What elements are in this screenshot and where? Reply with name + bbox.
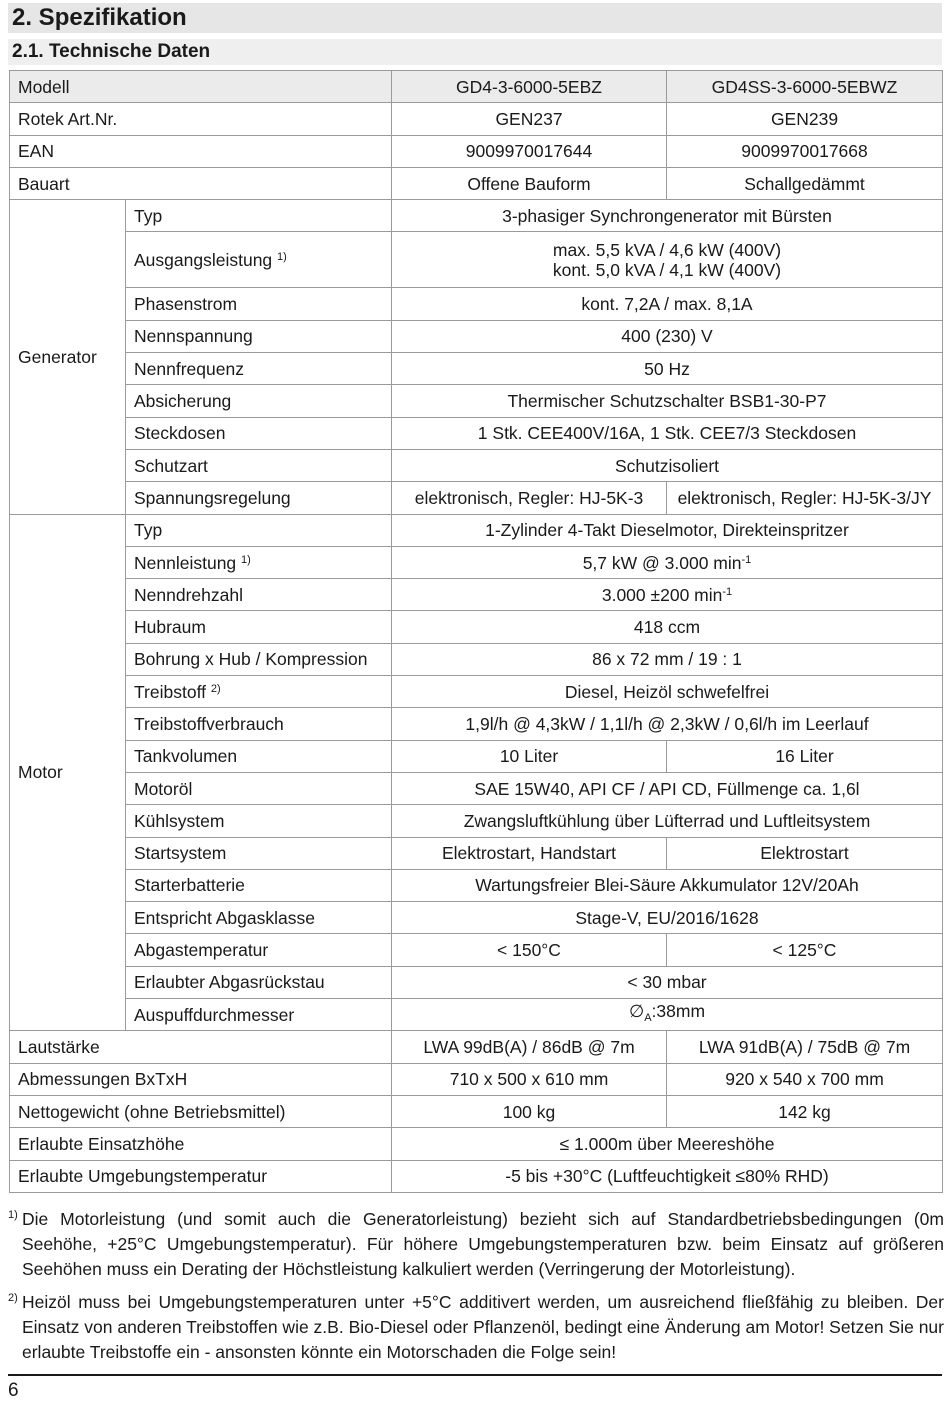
footnotes [8,1207,944,1373]
group-label-generator: Generator [10,200,126,514]
cell-value: LWA 91dB(A) / 75dB @ 7m [667,1031,943,1063]
row-label [126,232,392,288]
table-row [10,288,943,320]
cell-value: Elektrostart [667,837,943,869]
section-heading: 2. Spezifikation [8,3,942,33]
row-label: Rotek Art.Nr. [10,103,392,135]
cell-value: Zwangsluftkühlung über Lüfterrad und Luftleitsystem [392,805,943,837]
value-line: max. 5,5 kVA / 4,6 kW (400V) [552,239,782,260]
label-text: Nennleistung [134,552,237,573]
row-label: Erlaubter Abgasrückstau [126,966,392,998]
row-label: Starterbatterie [126,869,392,901]
footnote-ref: 1) [277,250,287,263]
table-row [10,103,943,135]
cell-value: < 30 mbar [392,966,943,998]
cell-value: GEN239 [667,103,943,135]
value-text: :38mm [651,1001,706,1022]
cell-value: 9009970017644 [392,135,667,167]
unit-exponent: -1 [741,553,752,566]
table-row [10,869,943,901]
footnote-mark: 1) [8,1209,18,1221]
cell-value: elektronisch, Regler: HJ-5K-3 [392,482,667,514]
page-number: 6 [8,1380,19,1401]
table-row [10,643,943,675]
cell-value: 10 Liter [392,740,667,772]
footnote-text: Die Motorleistung (und somit auch die Generatorleistung) bezieht sich auf Standardbetriebsbedingungen (0m Seehöhe, +25°C Umgebungstemperatur). Für höhere Umgebungstemperaturen bzw. beim Einsatz auf größeren Seehöhen muss ein Derating der Höchstleistung kalkuliert werden (Verringerung der Motorleistung). [22,1209,944,1279]
row-label: Nettogewicht (ohne Betriebsmittel) [10,1095,392,1127]
table-row [10,902,943,934]
table-row [10,482,943,514]
cell-value: Wartungsfreier Blei-Säure Akkumulator 12V/20Ah [392,869,943,901]
table-row [10,232,943,288]
footnote [8,1290,944,1365]
table-row [10,1063,943,1095]
cell-value: 710 x 500 x 610 mm [392,1063,667,1095]
table-row [10,200,943,232]
cell-value: GEN237 [392,103,667,135]
table-row [10,966,943,998]
cell-value [392,999,943,1031]
row-label: Entspricht Abgasklasse [126,902,392,934]
row-label: Schutzart [126,449,392,481]
table-row [10,320,943,352]
cell-value: 1,9l/h @ 4,3kW / 1,1l/h @ 2,3kW / 0,6l/h im Leerlauf [392,708,943,740]
row-label: Bauart [10,167,392,199]
cell-value: 920 x 540 x 700 mm [667,1063,943,1095]
row-label: Auspuffdurchmesser [126,999,392,1031]
value-line: kont. 5,0 kVA / 4,1 kW (400V) [552,259,782,280]
group-label-motor: Motor [10,514,126,1031]
table-row [10,837,943,869]
cell-value: 3-phasiger Synchrongenerator mit Bürsten [392,200,943,232]
table-row [10,708,943,740]
table-row [10,546,943,578]
cell-value: Schutzisoliert [392,449,943,481]
subsection-heading: 2.1. Technische Daten [8,39,942,65]
row-label: Lautstärke [10,1031,392,1063]
row-label: Bohrung x Hub / Kompression [126,643,392,675]
row-label: Hubraum [126,611,392,643]
table-row [10,611,943,643]
cell-value: LWA 99dB(A) / 86dB @ 7m [392,1031,667,1063]
table-row [10,579,943,611]
cell-value: kont. 7,2A / max. 8,1A [392,288,943,320]
row-label: Typ [126,200,392,232]
row-label: Erlaubte Einsatzhöhe [10,1128,392,1160]
table-row [10,385,943,417]
footnote-text: Heizöl muss bei Umgebungstemperaturen unter +5°C additivert werden, um ausreichend fließfähig zu bleiben. Der Einsatz von anderen Treibstoffen wie z.B. Bio-Diesel oder Pflanzenöl, bedingt eine Änderung am Motor! Setzen Sie nur erlaubte Treibstoffe ein - ansonsten könnte ein Motorschaden die Folge sein! [22,1292,944,1362]
table-row [10,417,943,449]
row-label: Nennspannung [126,320,392,352]
cell-value [392,232,943,288]
row-label: Motoröl [126,772,392,804]
label-text: Treibstoff [134,681,206,702]
cell-value: 86 x 72 mm / 19 : 1 [392,643,943,675]
cell-value: Offene Bauform [392,167,667,199]
row-label: Modell [10,71,392,103]
diameter-subscript: A [644,1012,652,1025]
table-row [10,167,943,199]
table-row [10,805,943,837]
row-label: Steckdosen [126,417,392,449]
row-label: Phasenstrom [126,288,392,320]
cell-value: elektronisch, Regler: HJ-5K-3/JY [667,482,943,514]
footer-rule [8,1374,942,1376]
table-row [10,353,943,385]
table-row [10,772,943,804]
value-text: 5,7 kW @ 3.000 min [582,552,742,573]
row-label: Tankvolumen [126,740,392,772]
row-label: EAN [10,135,392,167]
table-row [10,1095,943,1127]
table-row [10,135,943,167]
cell-value: ≤ 1.000m über Meereshöhe [392,1128,943,1160]
cell-value: Elektrostart, Handstart [392,837,667,869]
row-label: Typ [126,514,392,546]
table-row [10,676,943,708]
spec-table [9,70,943,1193]
footnote [8,1207,944,1282]
cell-value: < 150°C [392,934,667,966]
unit-exponent: -1 [722,585,733,598]
cell-value: Thermischer Schutzschalter BSB1-30-P7 [392,385,943,417]
cell-value: SAE 15W40, API CF / API CD, Füllmenge ca. 1,6l [392,772,943,804]
cell-value: 400 (230) V [392,320,943,352]
cell-value: 100 kg [392,1095,667,1127]
cell-value: 50 Hz [392,353,943,385]
table-row [10,934,943,966]
table-row [10,740,943,772]
cell-value: Schallgedämmt [667,167,943,199]
cell-value: 1-Zylinder 4-Takt Dieselmotor, Direkteinspritzer [392,514,943,546]
cell-model-b: GD4SS-3-6000-5EBWZ [667,71,943,103]
row-label [126,546,392,578]
row-label: Abmessungen BxTxH [10,1063,392,1095]
cell-value: < 125°C [667,934,943,966]
table-row [10,999,943,1031]
cell-value [392,546,943,578]
cell-value: 418 ccm [392,611,943,643]
row-label: Abgastemperatur [126,934,392,966]
row-label: Kühlsystem [126,805,392,837]
row-label: Spannungsregelung [126,482,392,514]
table-row [10,514,943,546]
row-label: Erlaubte Umgebungstemperatur [10,1160,392,1192]
row-label: Treibstoffverbrauch [126,708,392,740]
cell-value: 1 Stk. CEE400V/16A, 1 Stk. CEE7/3 Steckdosen [392,417,943,449]
table-row [10,1031,943,1063]
table-row [10,1160,943,1192]
footnote-ref: 1) [241,553,251,566]
label-text: Ausgangsleistung [134,249,273,270]
cell-value: 16 Liter [667,740,943,772]
cell-value: Stage-V, EU/2016/1628 [392,902,943,934]
footnote-ref: 2) [210,682,221,695]
table-row [10,1128,943,1160]
row-label: Nennfrequenz [126,353,392,385]
row-label: Nenndrehzahl [126,579,392,611]
cell-value: 142 kg [667,1095,943,1127]
row-label: Startsystem [126,837,392,869]
row-label [126,676,392,708]
cell-model-a: GD4-3-6000-5EBZ [392,71,667,103]
cell-value: 9009970017668 [667,135,943,167]
cell-value [392,579,943,611]
row-label: Absicherung [126,385,392,417]
diameter-symbol: ∅ [628,1001,645,1022]
cell-value: Diesel, Heizöl schwefelfrei [392,676,943,708]
table-row [10,449,943,481]
cell-value: -5 bis +30°C (Luftfeuchtigkeit ≤80% RHD) [392,1160,943,1192]
table-row [10,71,943,103]
footnote-mark: 2) [8,1292,18,1304]
value-text: 3.000 ±200 min [601,584,723,605]
